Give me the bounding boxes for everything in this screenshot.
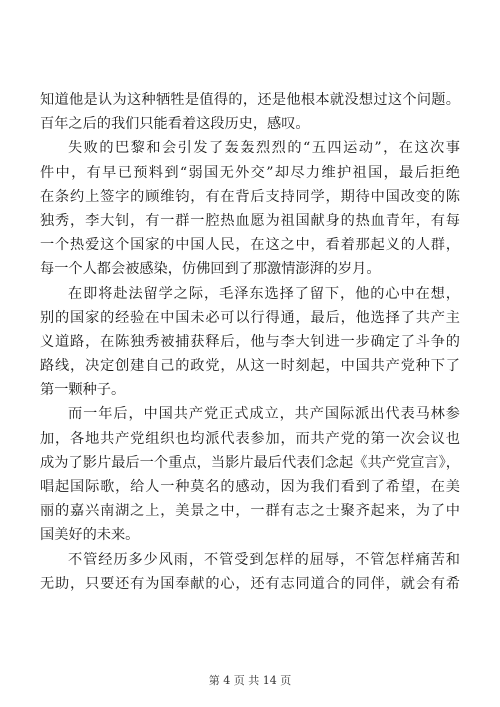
text-line: 第一颗种子。	[40, 382, 126, 399]
text-line: 一个热爱这个国家的中国人民，在这之中，看着那起义的人群，	[40, 237, 460, 254]
page-number: 第 4 页 共 14 页	[208, 674, 292, 687]
paragraph-5	[40, 548, 460, 596]
text-line: 失败的巴黎和会引发了轰轰烈烈的“五四运动”，在这次事	[68, 140, 460, 157]
text-line: 不管经历多少风雨，不管受到怎样的屈辱，不管怎样痛苦和	[68, 551, 460, 568]
document-body	[40, 88, 460, 596]
paragraph-2	[40, 136, 460, 281]
text-line: 每一个人都会被感染，仿佛回到了那激情澎湃的岁月。	[40, 261, 381, 278]
text-line: 丽的嘉兴南湖之上，美景之中，一群有志之士聚齐起来，为了中	[40, 503, 460, 520]
text-line: 无助，只要还有为国奉献的心，还有志同道合的同伴，就会有希	[40, 575, 460, 592]
paragraph-4	[40, 402, 460, 547]
text-line: 成为了影片最后一个重点，当影片最后代表们念起《共产党宣言》，	[40, 454, 460, 471]
text-line: 百年之后的我们只能看着这段历史，感叹。	[40, 116, 310, 133]
text-line: 在条约上签字的顾维钧，有在背后支持同学，期待中国改变的陈	[40, 188, 460, 205]
text-line: 件中，有早已预料到“弱国无外交”却尽力维护祖国，最后拒绝	[40, 164, 460, 181]
text-line: 知道他是认为这种牺牲是值得的，还是他根本就没想过这个问题。	[40, 92, 460, 108]
text-line: 路线，决定创建自己的政党，从这一时刻起，中国共产党种下了	[40, 358, 460, 375]
text-line: 国美好的未来。	[40, 527, 140, 544]
paragraph-1	[40, 88, 460, 136]
text-line: 加，各地共产党组织也均派代表参加，而共产党的第一次会议也	[40, 430, 460, 447]
text-line: 在即将赴法留学之际，毛泽东选择了留下，他的心中在想，	[68, 285, 460, 302]
text-line: 义道路，在陈独秀被捕获释后，他与李大钊进一步确定了斗争的	[40, 333, 460, 350]
text-line: 而一年后，中国共产党正式成立，共产国际派出代表马林参	[68, 406, 460, 423]
paragraph-3	[40, 282, 460, 403]
text-line: 别的国家的经验在中国未必可以行得通，最后，他选择了共产主	[40, 309, 460, 326]
text-line: 独秀，李大钊，有一群一腔热血愿为祖国献身的热血青年，有每	[40, 212, 460, 229]
text-line: 唱起国际歌，给人一种莫名的感动，因为我们看到了希望，在美	[40, 479, 460, 495]
